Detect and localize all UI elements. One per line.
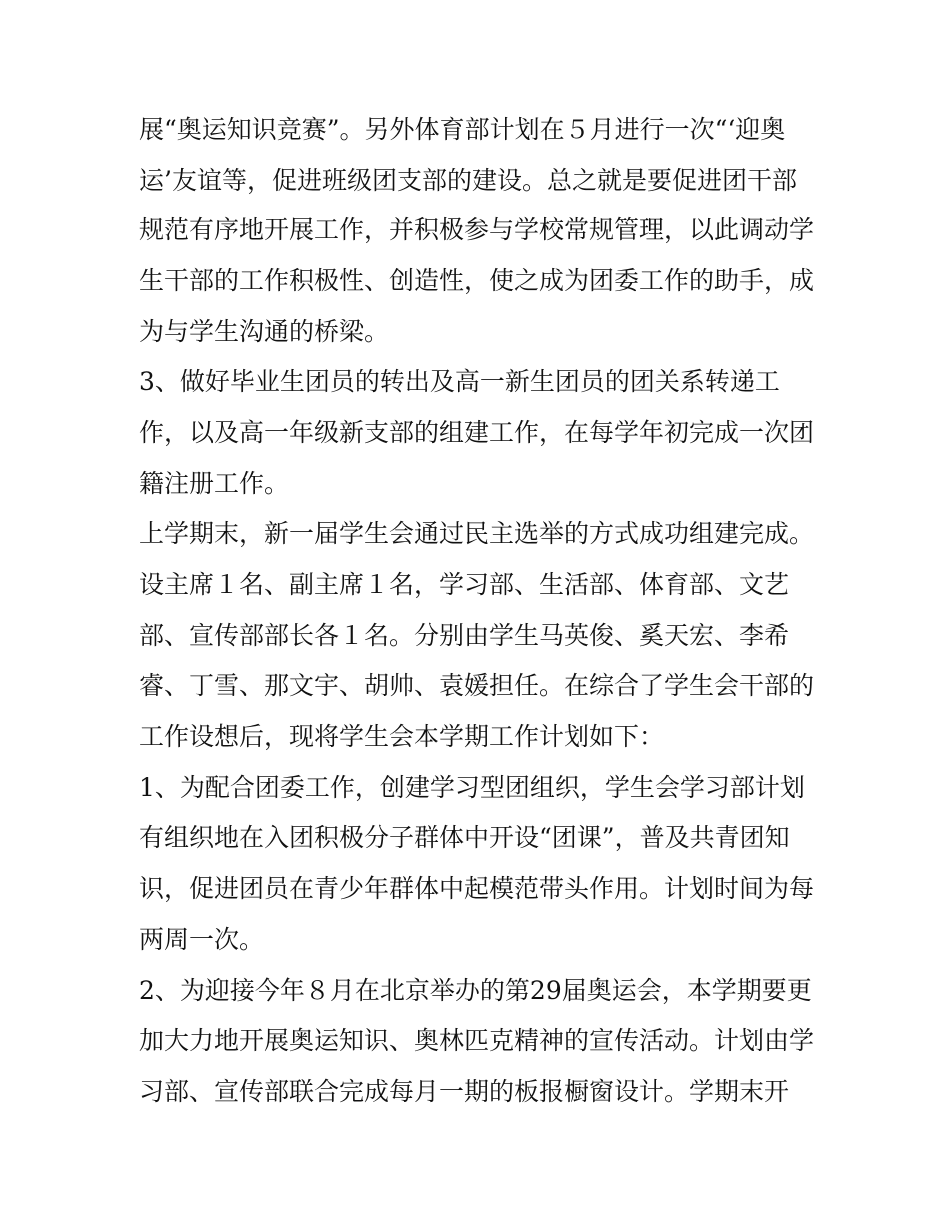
text-line: 工作设想后，现将学生会本学期工作计划如下：	[139, 722, 665, 751]
text-line: 设主席１名、副主席１名，学习部、生活部、体育部、文艺	[139, 570, 790, 599]
text-line: 作，以及高一年级新支部的组建工作，在每学年初完成一次团	[139, 418, 815, 447]
text-line: 部、宣传部部长各１名。分别由学生马英俊、奚天宏、李希	[139, 621, 790, 650]
text-line: 1、为配合团委工作，创建学习型团组织，学生会学习部计划	[139, 773, 805, 802]
text-line: 有组织地在入团积极分子群体中开设“团课”，普及共青团知	[139, 823, 790, 852]
text-line: 两周一次。	[139, 925, 265, 954]
text-line: 上学期末，新一届学生会通过民主选举的方式成功组建完成。	[139, 519, 815, 548]
text-line: 识，促进团员在青少年群体中起模范带头作用。计划时间为每	[139, 874, 815, 903]
text-line: 习部、宣传部联合完成每月一期的板报橱窗设计。学期末开	[139, 1077, 790, 1106]
text-line: 为与学生沟通的桥梁。	[139, 317, 390, 346]
text-line: 展“奥运知识竞赛”。另外体育部计划在５月进行一次“‘迎奥	[139, 115, 786, 144]
text-line: 籍注册工作。	[139, 469, 290, 498]
text-line: 2、为迎接今年８月在北京举办的第29届奥运会，本学期要更	[139, 976, 812, 1005]
text-line: 睿、丁雪、那文宇、胡帅、袁媛担任。在综合了学生会干部的	[139, 671, 815, 700]
text-line: 加大力地开展奥运知识、奥林匹克精神的宣传活动。计划由学	[139, 1026, 815, 1055]
text-line: 规范有序地开展工作，并积极参与学校常规管理，以此调动学	[139, 215, 815, 244]
text-line: 运’友谊等，促进班级团支部的建设。总之就是要促进团干部	[139, 166, 797, 195]
text-line: 生干部的工作积极性、创造性，使之成为团委工作的助手，成	[139, 266, 815, 295]
text-line: 3、做好毕业生团员的转出及高一新生团员的团关系转递工	[139, 367, 780, 396]
